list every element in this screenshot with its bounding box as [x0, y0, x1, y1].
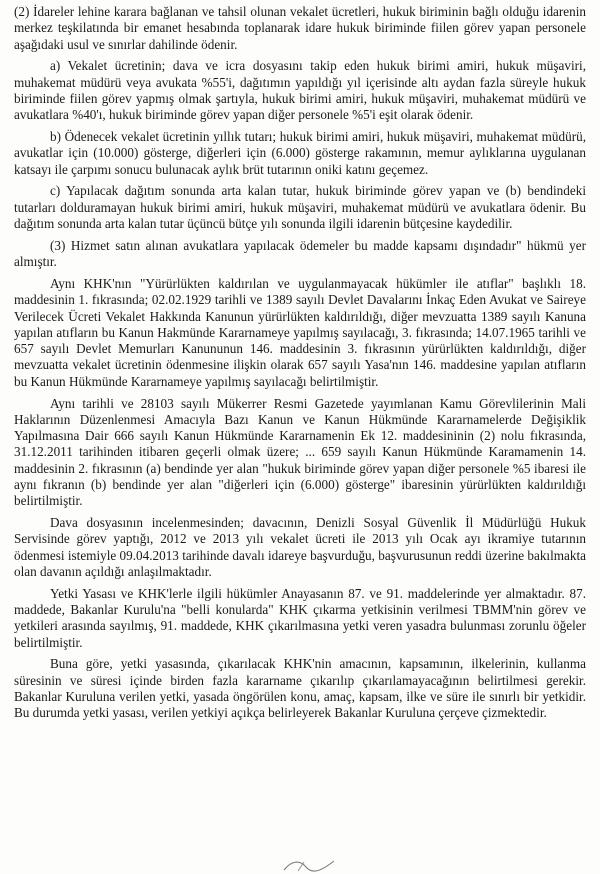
paragraph: Aynı tarihli ve 28103 sayılı Mükerrer Resmi Gazetede yayımlanan Kamu Görevlilerinin Mali Haklarının Düzenlenmesi Amacıyla Bazı Kanun ve Kanun Hükmünde Kararnamelerde Değişiklik Yapılmasına Dair 666 sayılı Kanun Hükmünde Kararnamenin Ek 12. maddesininin (2) nolu fıkrasında, 31.12.2011 tarihinden itibaren geçerli olmak üzere; ... 659 sayılı Kanun Hükmünde Karamamenin 14. maddesinin 2. fıkrasının (a) bendinde yer alan "hukuk biriminde görev yapan diğer personele %5 ibaresi ile aynı fıkranın (b) bendinde yer alan "diğerleri için (6.000) gösterge" ibaresinin yürürlükten kaldırıldığı belirtilmiştir.: [14, 395, 586, 509]
paragraph: Dava dosyasının incelenmesinden; davacının, Denizli Sosyal Güvenlik İl Müdürlüğü Hukuk Servisinde görev yaptığı, 2012 ve 2013 yılı vekalet ücreti ile 2013 yılı Ocak ayı ikramiye tutarının ödenmesi istemiyle 09.04.2013 tarihinde davalı idareye başvurduğu, başvurusunun reddi üzerine bakılmakta olan davanın açıldığı anlaşılmaktadır.: [14, 515, 586, 579]
paragraph: c) Yapılacak dağıtım sonunda arta kalan tutar, hukuk biriminde görev yapan ve (b) bendindeki tutarları dolduramayan hukuk birimi amiri, hukuk müşaviri, muhakemat müdürü ve avukatlara ödenir. Bu dağıtım sonunda arta kalan tutar üçüncü bütçe yılı sonunda ilgili idarenin bütçesine kaydedilir.: [14, 183, 586, 232]
paragraph: a) Vekalet ücretinin; dava ve icra dosyasını takip eden hukuk birimi amiri, hukuk müşaviri, muhakemat müdürü veya avukata %55'i, dağıtımın yapıldığı yıl içerisinde altı aydan fazla süreyle hukuk biriminde fiilen görev yapmış olmak şartıyla, hukuk birimi amiri, hukuk müşaviri, muhakemat müdürü ve avukatlara %40'ı, hukuk biriminde görev yapan diğer personele %5'i eşit olarak ödenir.: [14, 58, 586, 123]
paragraph: (3) Hizmet satın alınan avukatlara yapılacak ödemeler bu madde kapsamı dışındadır" hükmü yer almıştır.: [14, 237, 586, 270]
paragraph: (2) İdareler lehine karara bağlanan ve tahsil olunan vekalet ücretleri, hukuk biriminin bağlı olduğu idarenin merkez teşkilatında bir emanet hesabında toplanarak idare hukuk biriminde fiilen görev yapan personele aşağıdaki usul ve sınırlar dahilinde ödenir.: [14, 4, 586, 52]
paragraph: Buna göre, yetki yasasında, çıkarılacak KHK'nin amacının, kapsamının, ilkelerinin, kullanma süresinin ve süresi içinde birden fazla kararname çıkarılıp çıkarılamayacağının belirtilmesi gerekir. Bakanlar Kuruluna verilen yetki, yasada öngörülen konu, amaç, kapsam, ilke ve süre ile sınırlı bir yetkidir. Bu durumda yetki yasası, verilen yetkiyi açıkça belirleyerek Bakanlar Kuruluna çerçeve çizmektedir.: [14, 656, 586, 721]
handwritten-mark: [282, 856, 336, 874]
paragraph: Yetki Yasası ve KHK'lerle ilgili hükümler Anayasanın 87. ve 91. maddelerinde yer almaktadır. 87. maddede, Bakanlar Kurulu'na "belli konularda" KHK çıkarma yetkisinin verilmesi TBMM'nin görev ve yetkileri arasında sayılmış, 91. maddede, KHK çıkarılmasına yetki veren yasadra bulunması zorunlu öğeler belirtilmiştir.: [14, 585, 586, 650]
paragraph: b) Ödenecek vekalet ücretinin yıllık tutarı; hukuk birimi amiri, hukuk müşaviri, muhakemat müdürü, avukatlar için (10.000) gösterge, diğerleri için (6.000) gösterge rakamının, memur aylıklarına uygulanan katsayı ile çarpımı sonucu bulunacak aylık brüt tutarının oniki katını geçemez.: [14, 129, 586, 177]
paragraph: Aynı KHK'nın "Yürürlükten kaldırılan ve uygulanmayacak hükümler ile atıflar" başlıklı 18. maddesinin 1. fıkrasında; 02.02.1929 tarihli ve 1389 sayılı Devlet Davalarını İnkaç Eden Avukat ve Saireye Verilecek Ücreti Vekalet Hakkında Kanunun yürürlükten kaldırıldığı, diğer mevzuatta 1389 sayılı Kanuna yapılan atıfların bu Kanun Hakmünde Kararnameye yapılmış sayılacağı, 3. fıkrasında; 14.07.1965 tarihli ve 657 sayılı Devlet Memurları Kanununun 146. maddesinin 3. fıkrasının yürürlükten kaldırıldığı, diğer mevzuatta vekalet ücretinin ödenmesine ilişkin olarak 657 sayılı Yasa'nın 146. maddesine yapılan atıfların bu Kanun Hükmünde Kararnameye yapılmış sayılacağı belirtilmiştir.: [14, 275, 586, 389]
